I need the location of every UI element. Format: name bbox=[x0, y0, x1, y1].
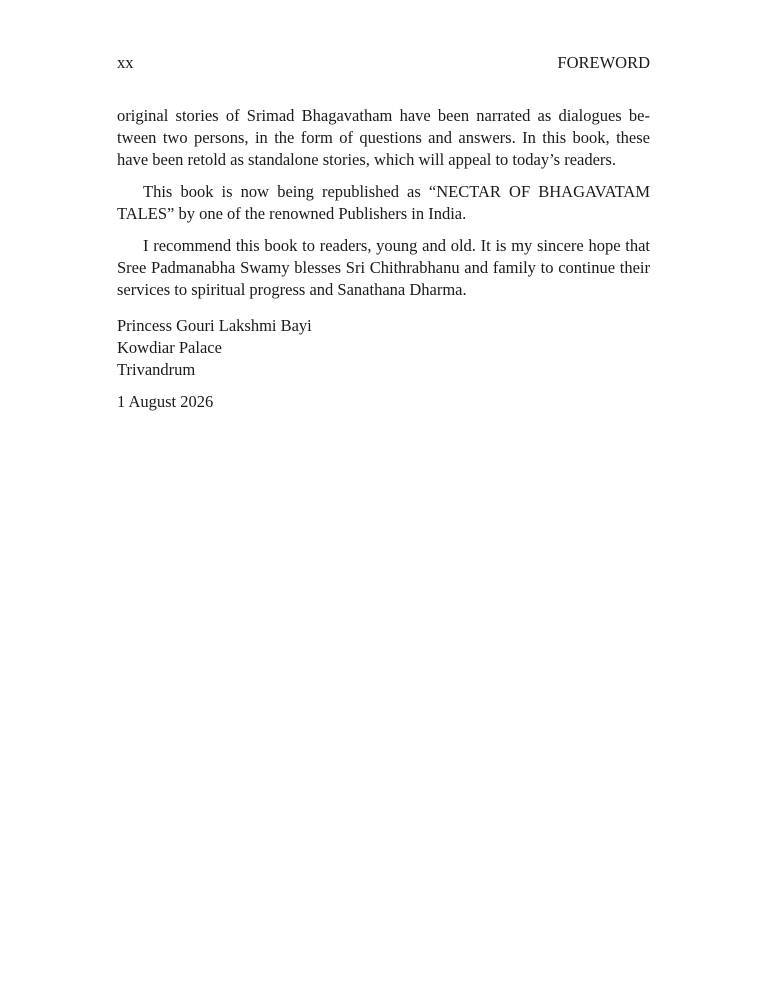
foreword-date: 1 August 2026 bbox=[117, 392, 214, 411]
page-number: xx bbox=[117, 53, 134, 72]
body-text bbox=[117, 105, 650, 413]
running-title: FOREWORD bbox=[557, 53, 650, 72]
paragraph-republished: This book is now being republished as “NECTAR OF BHAGAVATAM TALES” by one of the renowned Publishers in India. bbox=[117, 182, 650, 223]
signature-block bbox=[117, 315, 650, 413]
book-page bbox=[117, 0, 650, 1000]
paragraph-continued: original stories of Srimad Bhagavatham have been narrated as dialogues between two persons, in the form of questions and answers. In this book, these have been retold as standalone stories, which will appeal to today’s readers. bbox=[117, 106, 650, 169]
paragraph-recommendation: I recommend this book to readers, young and old. It is my sincere hope that Sree Padmanabha Swamy blesses Sri Chithrabhanu and family to continue their services to spiritual progress and Sanathana Dharma. bbox=[117, 236, 650, 299]
signatory-residence: Kowdiar Palace bbox=[117, 338, 222, 357]
signatory-city: Trivandrum bbox=[117, 360, 196, 379]
signatory-name: Princess Gouri Lakshmi Bayi bbox=[117, 316, 312, 335]
running-head bbox=[117, 52, 650, 74]
